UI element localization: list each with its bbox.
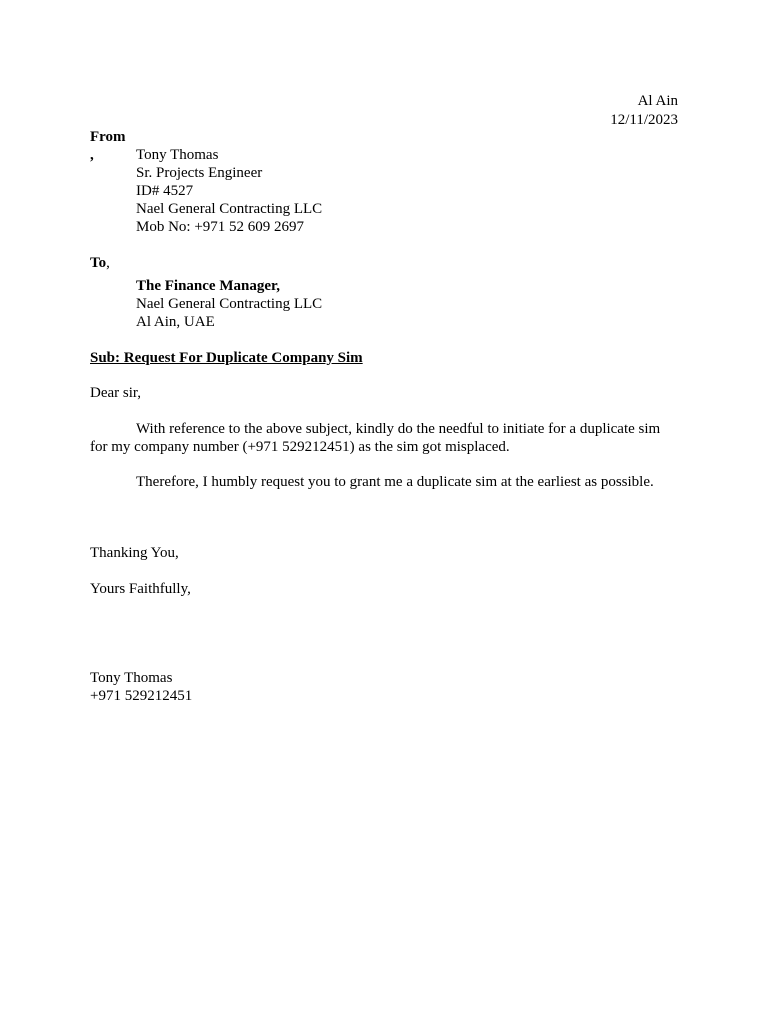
letter-subject: Sub: Request For Duplicate Company Sim	[90, 350, 363, 366]
body-paragraph-1: With reference to the above subject, kindly do the needful to initiate for a duplicate sim for my company number (+971 529212451) as the sim got misplaced.	[90, 421, 661, 455]
body-paragraph-2: Therefore, I humbly request you to grant me a duplicate sim at the earliest as possible.	[136, 474, 654, 490]
to-comma: ,	[106, 255, 110, 271]
closing-thanks: Thanking You,	[90, 545, 179, 561]
closing-sign-off: Yours Faithfully,	[90, 581, 191, 597]
sender-id: ID# 4527	[136, 183, 194, 199]
signature-name: Tony Thomas	[90, 670, 173, 686]
recipient-location: Al Ain, UAE	[136, 314, 215, 330]
to-line	[90, 254, 110, 272]
recipient-title: The Finance Manager,	[136, 278, 281, 294]
to-label: To	[90, 255, 107, 271]
salutation: Dear sir,	[90, 385, 142, 401]
recipient-company: Nael General Contracting LLC	[136, 296, 323, 312]
sender-designation: Sr. Projects Engineer	[136, 165, 263, 181]
sender-company: Nael General Contracting LLC	[136, 201, 323, 217]
sender-name: Tony Thomas	[136, 147, 219, 163]
from-label: From	[90, 129, 126, 145]
sender-mobile: Mob No: +971 52 609 2697	[136, 219, 305, 235]
from-comma: ,	[90, 147, 94, 163]
letter-place: Al Ain	[637, 93, 678, 109]
signature-phone: +971 529212451	[90, 688, 193, 704]
letter-date: 12/11/2023	[610, 112, 678, 128]
